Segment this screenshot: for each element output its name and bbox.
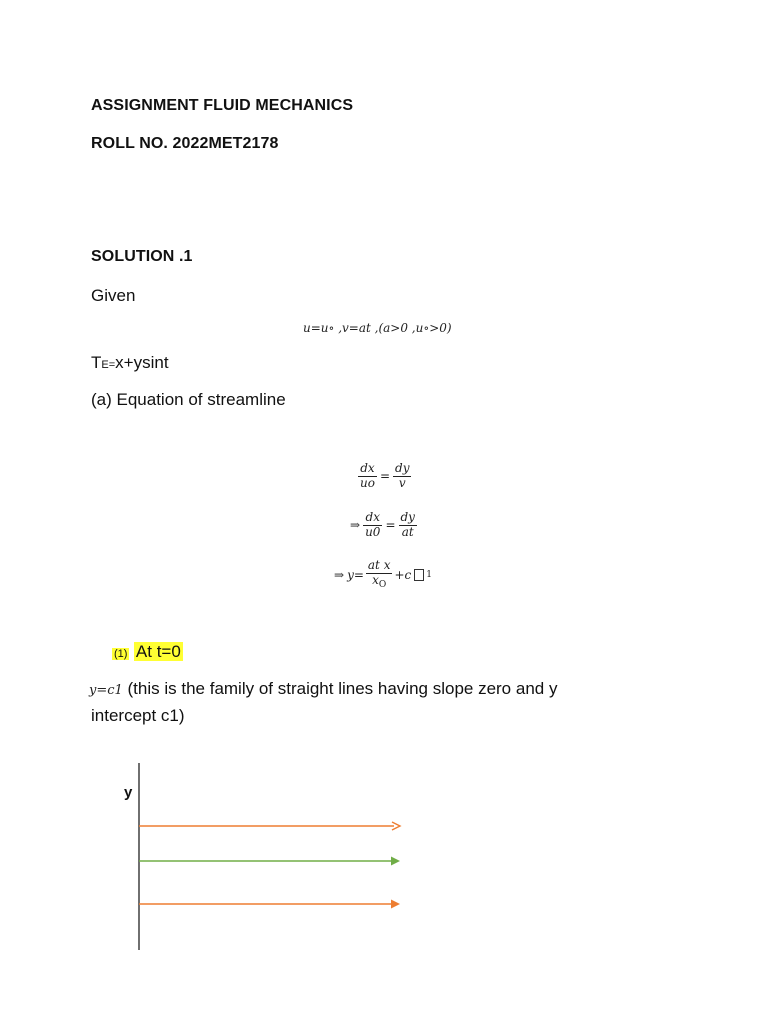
implies-arrow: ⇒ [350,518,361,533]
denominator: v [398,475,406,490]
numerator: dx [358,462,377,477]
numerator: at x [367,558,391,572]
equals-sign: = [385,518,396,533]
den-x: x [372,572,379,587]
case-marker: (1) [114,648,128,660]
given-equation: u=u∘ ,v=at ,(a>0 ,u∘>0) [303,321,452,335]
constant-subscript: 1 [426,569,432,580]
arrowhead-3 [391,900,400,909]
given-label: Given [91,286,136,305]
equals-sign: = [379,469,391,484]
denominator: uo [360,475,375,490]
lhs-y-equals: y= [347,567,364,582]
te-subscript: E= [101,359,116,371]
numerator: dy [395,461,410,475]
y-axis-label: y [124,784,133,801]
te-prefix: T [91,353,102,372]
numerator: dx [363,511,382,526]
solution-heading: SOLUTION .1 [91,248,193,265]
implies-arrow: ⇒ [334,567,345,582]
description-text: (this is the family of straight lines having slope zero and y [122,679,558,698]
part-a-heading: (a) Equation of streamline [91,390,286,409]
plus-constant: +c [394,567,412,582]
denominator: u0 [365,524,381,539]
y-equals-c1: y=c1 [89,683,123,698]
den-subscript: O [378,579,387,590]
case-label: At t=0 [135,642,181,661]
te-rest: x+ysint [115,353,169,372]
roll-number: ROLL NO. 2022MET2178 [91,135,279,152]
arrowhead-2 [391,857,400,866]
case-1-description-line-2: intercept c1) [91,706,185,725]
denominator: at [401,524,414,539]
numerator: dy [400,510,415,524]
document-title: ASSIGNMENT FLUID MECHANICS [91,97,354,114]
